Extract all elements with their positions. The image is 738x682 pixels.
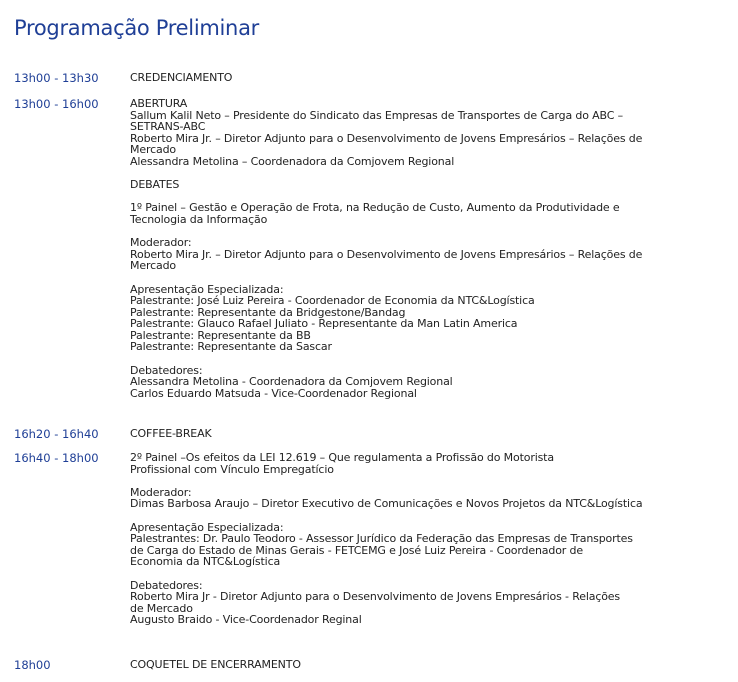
- schedule-content: [130, 72, 722, 84]
- schedule-line: Dimas Barbosa Araujo – Diretor Executivo de Comunicações e Novos Projetos da NTC&Logística: [130, 497, 643, 511]
- schedule-line: de Carga do Estado de Minas Gerais - FETCEMG e José Luiz Pereira - Coordenador de: [130, 543, 583, 557]
- spacer: [130, 168, 722, 180]
- schedule-line: Alessandra Metolina - Coordenadora da Comjovem Regional: [130, 375, 453, 389]
- schedule-time: 13h00 - 16h00: [14, 97, 99, 111]
- schedule-line: Palestrante: Representante da BB: [130, 328, 311, 342]
- schedule-line: Apresentação Especializada:: [130, 520, 284, 534]
- spacer: [130, 353, 722, 365]
- spacer: [130, 510, 722, 522]
- schedule-content: [130, 98, 722, 399]
- schedule-line: 2º Painel –Os efeitos da LEI 12.619 – Que regulamenta a Profissão do Motorista: [130, 451, 554, 464]
- schedule-line: Apresentação Especializada:: [130, 282, 284, 296]
- schedule-line: Palestrante: Representante da Bridgestone/Bandag: [130, 305, 406, 319]
- schedule-line: Palestrante: José Luiz Pereira - Coordenador de Economia da NTC&Logística: [130, 294, 535, 308]
- schedule-content: [130, 428, 722, 440]
- schedule-line: COQUETEL DE ENCERRAMENTO: [130, 658, 301, 671]
- schedule-line: DEBATES: [130, 178, 180, 192]
- schedule-time: 16h40 - 18h00: [14, 451, 99, 465]
- schedule-line: 1º Painel – Gestão e Operação de Frota, na Redução de Custo, Aumento da Produtividade e: [130, 201, 620, 215]
- schedule-line: Palestrante: Glauco Rafael Juliato - Representante da Man Latin America: [130, 317, 518, 331]
- schedule-content: [130, 659, 722, 671]
- spacer: [130, 226, 722, 238]
- schedule-time: 18h00: [14, 658, 51, 672]
- schedule-line: Roberto Mira Jr - Diretor Adjunto para o Desenvolvimento de Jovens Empresários - Relações: [130, 590, 620, 604]
- schedule-line: de Mercado: [130, 601, 193, 615]
- spacer: [130, 568, 722, 580]
- schedule-line: Moderador:: [130, 485, 192, 499]
- schedule-line: Roberto Mira Jr. – Diretor Adjunto para o Desenvolvimento de Jovens Empresários – Relações de: [130, 247, 643, 261]
- spacer: [130, 475, 722, 487]
- schedule-line: Mercado: [130, 259, 176, 273]
- schedule-line: COFFEE-BREAK: [130, 427, 212, 440]
- schedule-line: Profissional com Vínculo Empregatício: [130, 462, 334, 476]
- spacer: [130, 272, 722, 284]
- schedule-line: Carlos Eduardo Matsuda - Vice-Coordenador Regional: [130, 386, 417, 400]
- schedule-line: Economia da NTC&Logística: [130, 555, 281, 569]
- schedule-line: Moderador:: [130, 236, 192, 250]
- schedule-line: Augusto Braido - Vice-Coordenador Reginal: [130, 613, 362, 627]
- schedule-line: SETRANS-ABC: [130, 120, 206, 134]
- schedule-line: Debatedores:: [130, 363, 203, 377]
- schedule-line: Sallum Kalil Neto – Presidente do Sindicato das Empresas de Transportes de Carga do ABC –: [130, 108, 623, 122]
- schedule-time: 16h20 - 16h40: [14, 427, 99, 441]
- page-title: Programação Preliminar: [14, 16, 259, 40]
- schedule-time: 13h00 - 13h30: [14, 71, 99, 85]
- schedule-line: Roberto Mira Jr. – Diretor Adjunto para o Desenvolvimento de Jovens Empresários – Relações de: [130, 131, 643, 145]
- schedule-content: [130, 452, 722, 626]
- schedule-line: Tecnologia da Informação: [130, 212, 268, 226]
- schedule-line: Mercado: [130, 143, 176, 157]
- schedule-line: Alessandra Metolina – Coordenadora da Comjovem Regional: [130, 154, 455, 168]
- schedule-line: ABERTURA: [130, 97, 188, 110]
- schedule-line: CREDENCIAMENTO: [130, 71, 233, 84]
- schedule-line: Palestrante: Representante da Sascar: [130, 340, 332, 354]
- schedule-line: Debatedores:: [130, 578, 203, 592]
- schedule-line: Palestrantes: Dr. Paulo Teodoro - Assessor Jurídico da Federação das Empresas de Transportes: [130, 532, 633, 546]
